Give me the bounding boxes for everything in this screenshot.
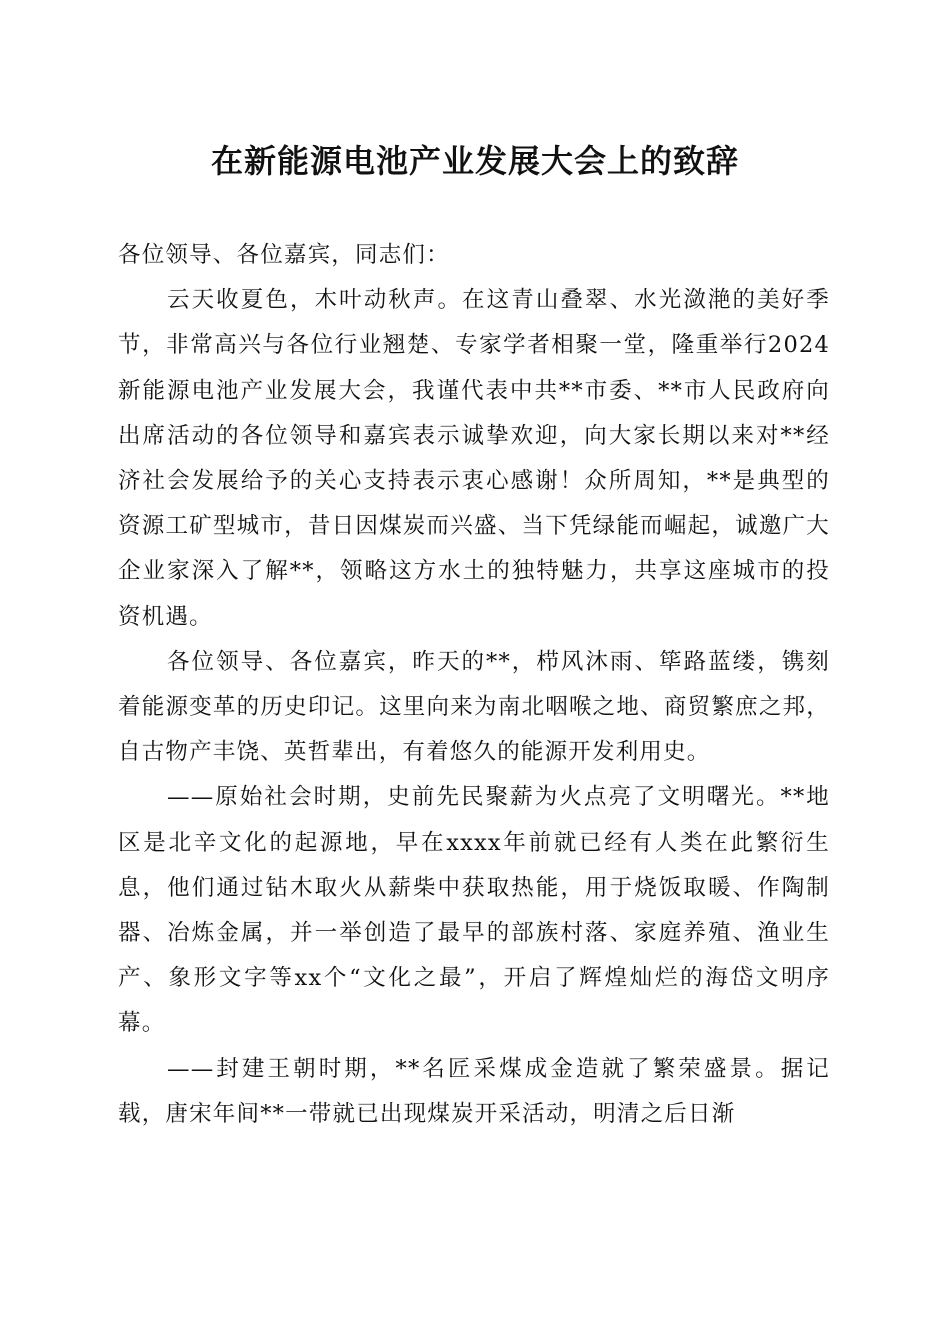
document-body	[118, 233, 830, 1137]
salutation: 各位领导、各位嘉宾，同志们：	[118, 242, 450, 268]
paragraph: 各位领导、各位嘉宾，昨天的**，栉风沐雨、筚路蓝缕，镌刻着能源变革的历史印记。这里向来为南北咽喉之地、商贸繁庶之邦，自古物产丰饶、英哲辈出，有着悠久的能源开发利用史。	[118, 648, 830, 766]
document-title: 在新能源电池产业发展大会上的致辞	[210, 142, 739, 180]
paragraph: ——原始社会时期，史前先民聚薪为火点亮了文明曙光。**地区是北辛文化的起源地，早在xxxx年前就已经有人类在此繁衍生息，他们通过钻木取火从薪柴中获取热能，用于烧饭取暖、作陶制器、冶炼金属，并一举创造了最早的部族村落、家庭养殖、渔业生产、象形文字等xx个“文化之最”，开启了辉煌灿烂的海岱文明序幕。	[118, 784, 830, 1037]
paragraph: 云天收夏色，木叶动秋声。在这青山叠翠、水光潋滟的美好季节，非常高兴与各位行业翘楚、专家学者相聚一堂，隆重举行2024新能源电池产业发展大会，我谨代表中共**市委、**市人民政府向出席活动的各位领导和嘉宾表示诚挚欢迎，向大家长期以来对**经济社会发展给予的关心支持表示衷心感谢！众所周知，**是典型的资源工矿型城市，昔日因煤炭而兴盛、当下凭绿能而崛起，诚邀广大企业家深入了解**，领略这方水土的独特魅力，共享这座城市的投资机遇。	[118, 287, 830, 630]
paragraph: ——封建王朝时期，**名匠采煤成金造就了繁荣盛景。据记载，唐宋年间**一带就已出现煤炭开采活动，明清之后日渐	[118, 1055, 830, 1127]
